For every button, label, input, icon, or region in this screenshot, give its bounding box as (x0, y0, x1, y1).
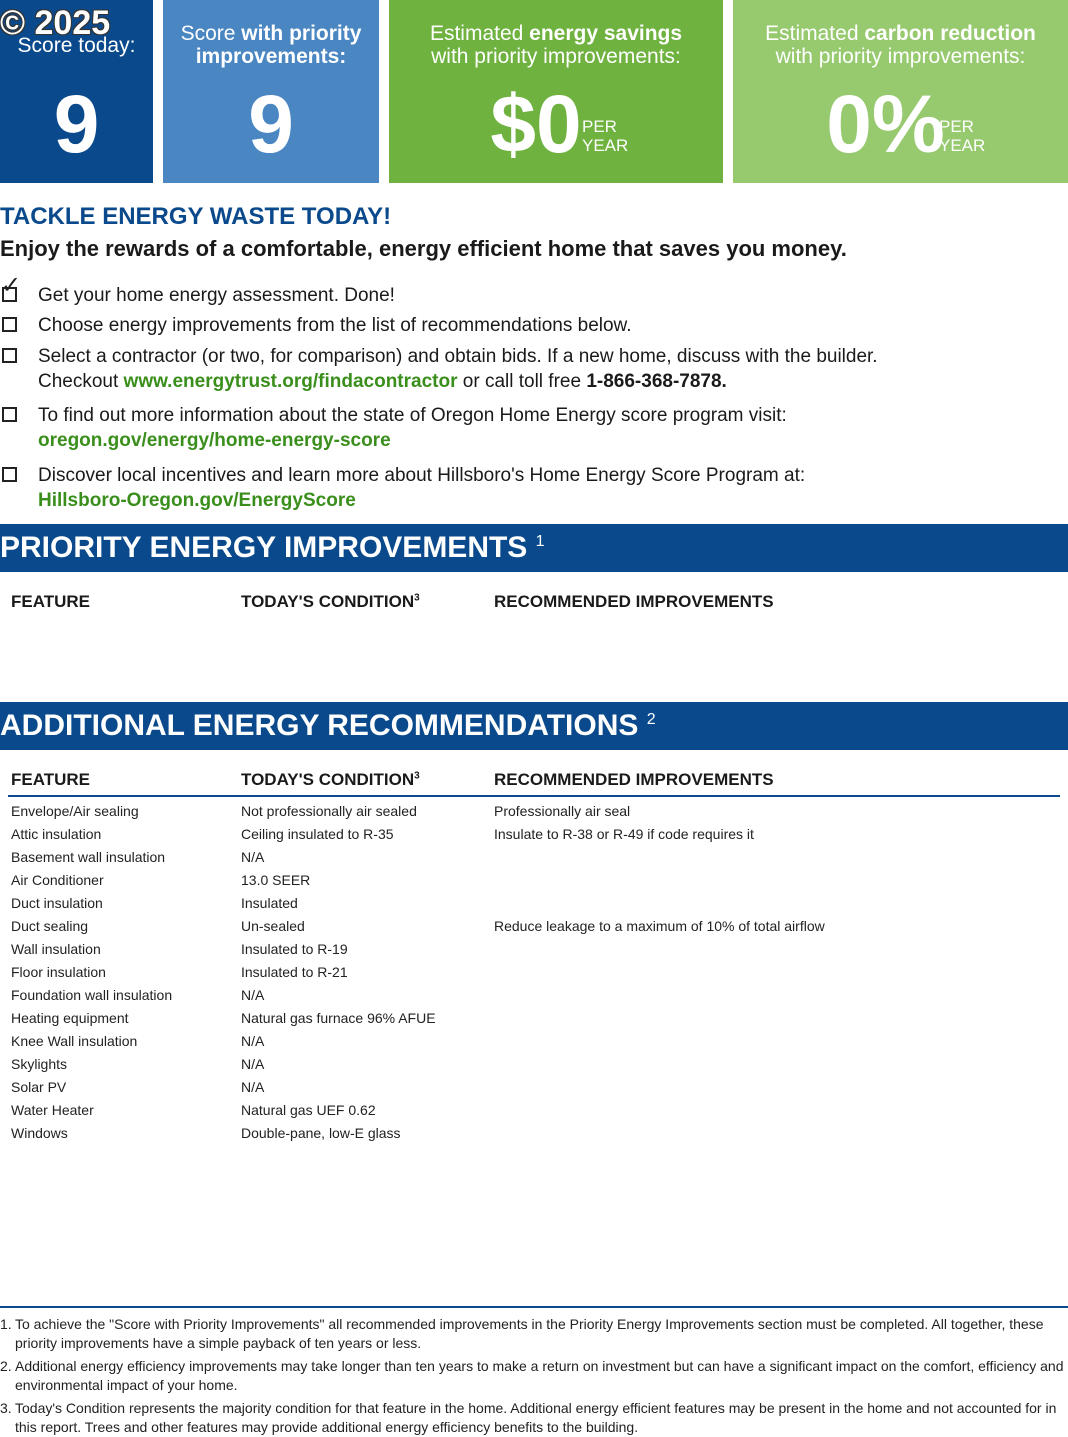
checkmark-icon: ✓ (1, 272, 22, 299)
checklist-text: Choose energy improvements from the list of recommendations below. (38, 315, 632, 336)
phone-number: 1-866-368-7878. (586, 371, 727, 392)
additional-section-title: ADDITIONAL ENERGY RECOMMENDATIONS $^2$ (0, 709, 656, 742)
priority-col-feature: FEATURE (11, 592, 91, 611)
energy-savings-value: $0 (490, 79, 582, 170)
carbon-reduction-label: Estimated carbon reduction with priority improvements: (765, 22, 1036, 68)
priority-col-condition: TODAY'S CONDITION$^3$ (241, 592, 420, 611)
score-priority-label: Score with priority improvements: (180, 22, 362, 68)
score-priority-value: 9 (248, 79, 294, 170)
carbon-reduction-value: 0% (826, 79, 945, 170)
additional-col-feature: FEATURE (11, 770, 91, 789)
table-row: Skylights N/A (11, 1056, 265, 1072)
table-header-rule (8, 795, 1060, 797)
oregon-link[interactable]: oregon.gov/energy/home-energy-score (38, 430, 391, 451)
table-row: Duct insulation Insulated (11, 895, 298, 911)
score-today-value: 9 (53, 79, 100, 170)
contractor-link[interactable]: www.energytrust.org/findacontractor (123, 371, 458, 392)
checkbox[interactable] (2, 348, 17, 363)
table-row: Duct sealing Un-sealed Reduce leakage to a maximum of 10% of total airflow (11, 918, 825, 934)
table-row: Air Conditioner 13.0 SEER (11, 872, 311, 888)
table-row: Water Heater Natural gas UEF 0.62 (11, 1102, 376, 1118)
table-row: Heating equipment Natural gas furnace 96% AFUE (11, 1010, 436, 1026)
priority-section-band (0, 524, 1068, 572)
table-row: Wall insulation Insulated to R-19 (11, 941, 348, 957)
table-row: Knee Wall insulation N/A (11, 1033, 265, 1049)
checklist-text: Select a contractor (or two, for comparison) and obtain bids. If a new home, discuss with the builder. Checkout www.energytrust.org/findacontractor or call toll free 1-866-368-7878. (38, 346, 878, 392)
table-row: Attic insulation Ceiling insulated to R-35 Insulate to R-38 or R-49 if code requires it (11, 826, 754, 842)
footnote-rule (0, 1306, 1068, 1308)
tackle-subheading: Enjoy the rewards of a comfortable, energy efficient home that saves you money. (0, 236, 847, 261)
table-row: Basement wall insulation N/A (11, 849, 265, 865)
score-tiles (0, 0, 1068, 183)
additional-col-condition: TODAY'S CONDITION$^3$ (241, 770, 420, 789)
table-row: Floor insulation Insulated to R-21 (11, 964, 348, 980)
score-priority-tile (163, 0, 379, 183)
carbon-reduction-per-year: PER YEAR (939, 117, 986, 155)
table-row: Envelope/Air sealing Not professionally air sealed Professionally air seal (11, 803, 631, 819)
priority-section-title: PRIORITY ENERGY IMPROVEMENTS $^1$ (0, 531, 545, 564)
score-today-label: Score today: (17, 34, 136, 57)
checklist-text: Get your home energy assessment. Done! (38, 285, 395, 306)
checklist-text: Discover local incentives and learn more about Hillsboro's Home Energy Score Program at: Hillsboro-Oregon.gov/EnergyScore (38, 465, 806, 511)
energy-savings-tile (389, 0, 723, 183)
copyright-watermark: © 2025 (0, 4, 111, 42)
checklist-text: To find out more information about the state of Oregon Home Energy score program visit: oregon.gov/energy/home-energy-score (38, 405, 787, 451)
table-row: Solar PV N/A (11, 1079, 265, 1095)
footnote-3: 3. Today's Condition represents the majority condition for that feature in the home. Additional energy efficient features may be present in the home and not accounted for in this report. Trees and other features may provide additional energy efficiency benefits to the building. (0, 1400, 1057, 1435)
checkbox[interactable] (2, 407, 17, 422)
footnote-2: 2. Additional energy efficiency improvements may take longer than ten years to make a return on investment but can have a significant impact on the comfort, efficiency and environmental impact of your home. (0, 1358, 1064, 1393)
table-row: Windows Double-pane, low-E glass (11, 1125, 401, 1141)
energy-savings-label: Estimated energy savings with priority improvements: (429, 22, 683, 68)
additional-col-recommended: RECOMMENDED IMPROVEMENTS (494, 770, 774, 789)
checkbox[interactable] (2, 467, 17, 482)
footnote-1: 1. To achieve the "Score with Priority Improvements" all recommended improvements in the Priority Energy Improvements section must be completed. All together, these priority improvements have a simple payback of ten years or less. (0, 1316, 1044, 1351)
carbon-reduction-tile (733, 0, 1068, 183)
priority-col-recommended: RECOMMENDED IMPROVEMENTS (494, 592, 774, 611)
checkbox[interactable] (2, 317, 17, 332)
energy-savings-per-year: PER YEAR (582, 117, 629, 155)
table-row: Foundation wall insulation N/A (11, 987, 265, 1003)
additional-section-band (0, 702, 1068, 750)
hillsboro-link[interactable]: Hillsboro-Oregon.gov/EnergyScore (38, 490, 356, 511)
tackle-heading: TACKLE ENERGY WASTE TODAY! (0, 203, 392, 230)
